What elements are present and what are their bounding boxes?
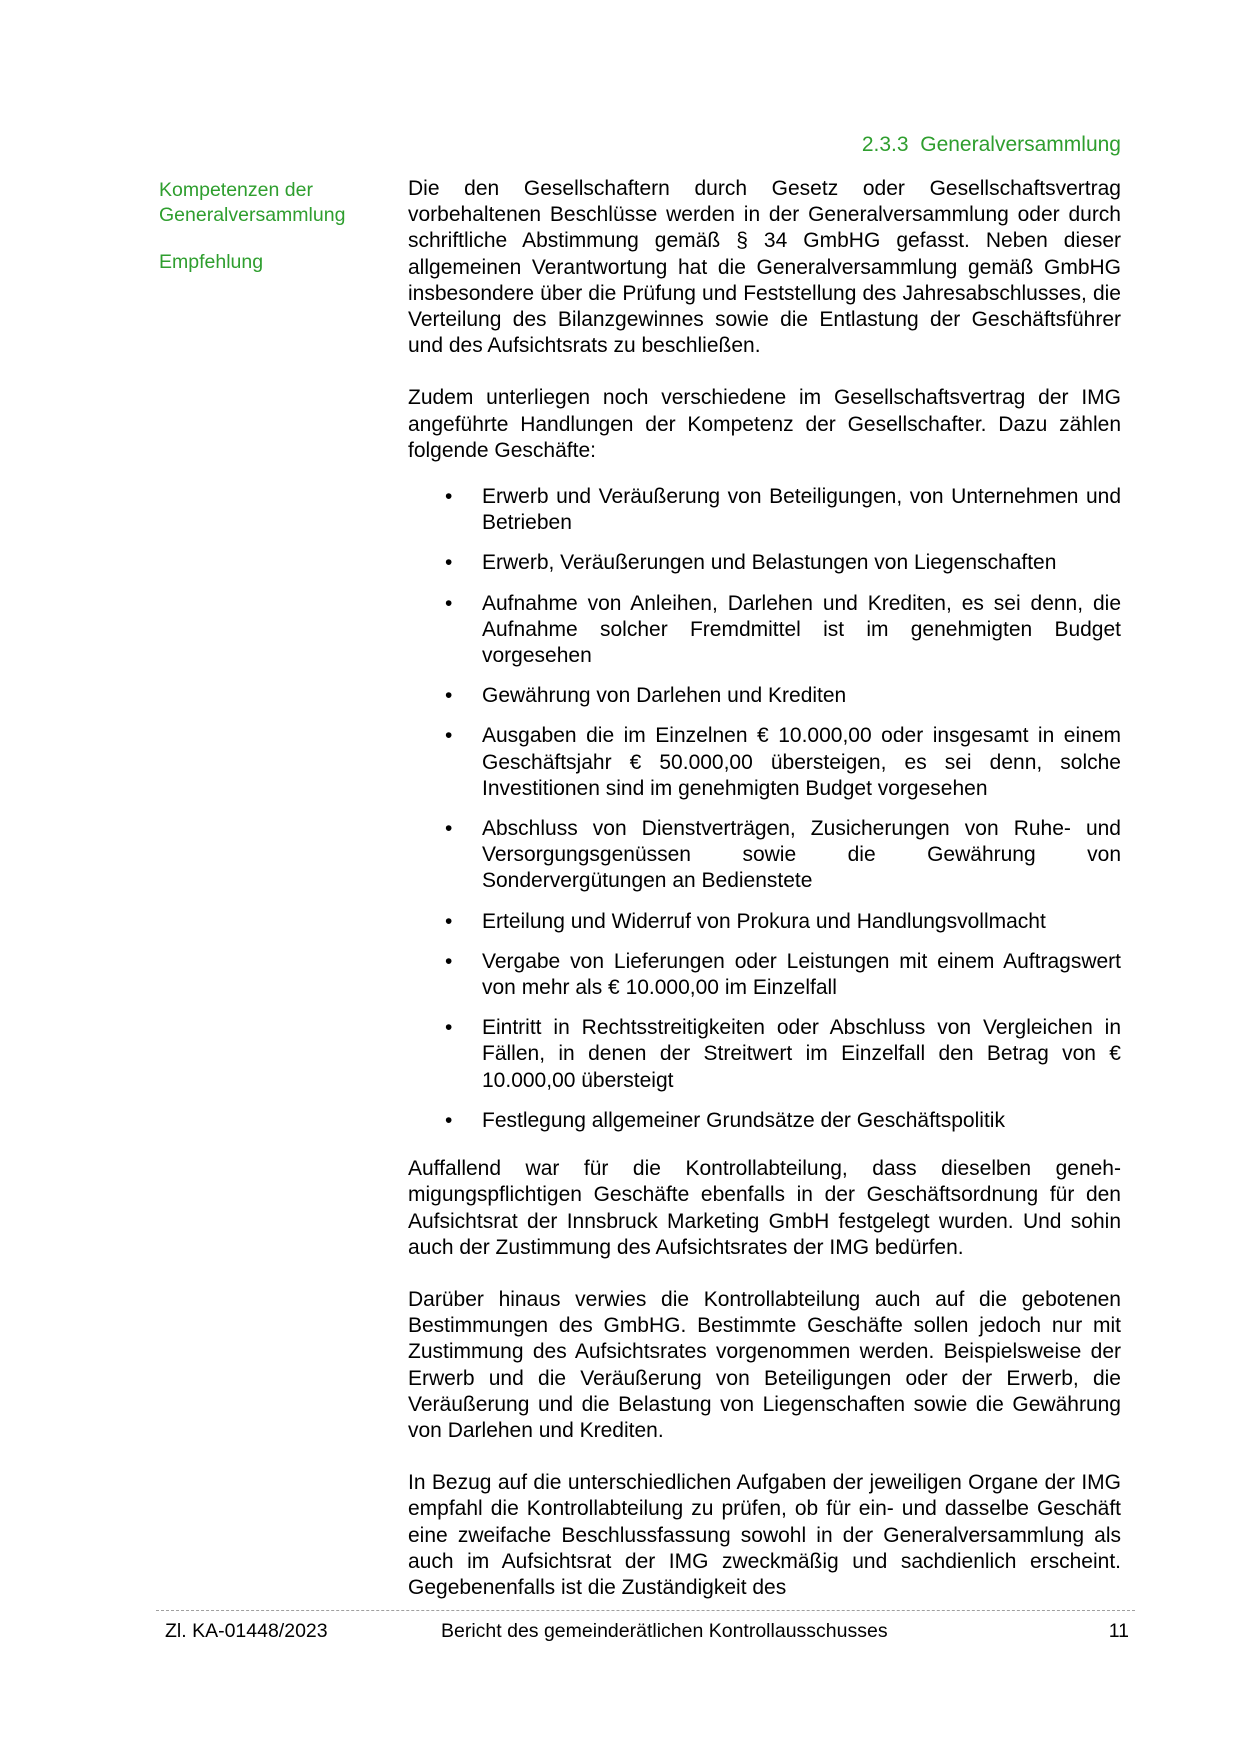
list-item-text: Erwerb, Veräußerungen und Belastungen von Liegenschaften	[482, 551, 1057, 575]
list-item-text: Erteilung und Widerruf von Prokura und Handlungsvollmacht	[482, 909, 1046, 933]
list-item	[408, 816, 1121, 895]
list-item	[408, 484, 1121, 536]
paragraph-competences: Die den Gesellschaftern durch Gesetz oder Gesellschaftsvertrag vorbehaltenen Beschlüsse werden in der Generalversammlung oder durch schriftliche Abstimmung gemäß § 34 GmbHG gefasst. Neben dieser allgemeinen Verantwortung hat die Generalversammlung gemäß GmbHG insbesondere über die Prüfung und Feststellung des Jahresabschlusses, die Verteilung des Bilanzgewinnes sowie die Entlastung der Geschäftsführer und des Aufsichtsrats zu beschließen.	[408, 177, 1121, 358]
list-item	[408, 723, 1121, 802]
section-number: 2.3.3	[861, 133, 909, 156]
bullet-icon: •	[445, 591, 453, 615]
bullet-icon: •	[445, 1016, 453, 1040]
list-item	[408, 591, 1121, 670]
section-heading	[862, 133, 1121, 157]
footer-report-title: Bericht des gemeinderätlichen Kontrollausschusses	[441, 1620, 888, 1642]
bullet-icon: •	[445, 949, 453, 973]
bullet-icon: •	[445, 684, 453, 708]
list-item-text: Aufnahme von Anleihen, Darlehen und Krediten, es sei denn, die Aufnahme solcher Fremdmittel ist im genehmigten Budget vorgesehen	[482, 591, 1121, 668]
page-number: 11	[1108, 1620, 1129, 1642]
list-item-text: Gewährung von Darlehen und Krediten	[482, 684, 847, 708]
list-item-text: Vergabe von Lieferungen oder Leistungen mit einem Auftragswert von mehr als € 10.000,00 im Einzelfall	[482, 949, 1121, 1000]
bullet-icon: •	[445, 485, 453, 509]
list-item	[408, 949, 1121, 1001]
bullet-icon: •	[445, 817, 453, 841]
footer-divider	[156, 1610, 1135, 1611]
bullet-icon: •	[445, 1108, 453, 1132]
footer-reference: Zl. KA-01448/2023	[165, 1620, 328, 1642]
section-title: Generalversammlung	[920, 133, 1121, 156]
paragraph-shareholder-transactions: Zudem unterliegen noch verschiedene im Gesellschaftsvertrag der IMG angeführte Handlungen der Kompetenz der Gesellschafter. Dazu zählen folgende Geschäfte:	[408, 386, 1121, 462]
body-text	[408, 176, 1121, 1627]
paragraph-notable-finding: Auffallend war für die Kontrollabteilung, dass dieselben genehmigungspflichtigen Geschäfte ebenfalls in der Geschäftsordnung für den Aufsichtsrat der Innsbruck Marketing GmbH festgelegt wurden. Und sohin auch der Zustimmung des Aufsichtsrates der IMG bedürfen.	[408, 1157, 1121, 1259]
transactions-list	[408, 484, 1121, 1134]
list-item	[408, 909, 1121, 935]
margin-notes	[159, 178, 379, 275]
paragraph-recommendation: In Bezug auf die unterschiedlichen Aufgaben der jeweiligen Organe der IMG empfahl die Kontrollabteilung zu prüfen, ob für ein- und dasselbe Geschäft eine zweifache Beschlussfassung sowohl in der Generalversammlung als auch im Aufsichtsrat der IMG zweckmäßig und sachdienlich erscheint. Gegebenenfalls ist die Zuständigkeit des	[408, 1471, 1121, 1599]
margin-note-kompetenzen: Kompetenzen der Generalversammlung	[159, 179, 346, 226]
list-item-text: Abschluss von Dienstverträgen, Zusicherungen von Ruhe- und Versorgungsgenüssen sowie die Gewährung von Sondervergütungen an Bedienstete	[482, 817, 1121, 893]
bullet-icon: •	[445, 909, 453, 933]
bullet-icon: •	[445, 551, 453, 575]
list-item	[408, 550, 1121, 576]
list-item-text: Erwerb und Veräußerung von Beteiligungen, von Unternehmen und Betrieben	[482, 485, 1121, 535]
list-item-text: Festlegung allgemeiner Grundsätze der Geschäftspolitik	[482, 1108, 1005, 1132]
list-item-text: Eintritt in Rechtsstreitigkeiten oder Abschluss von Vergleichen in Fällen, in denen der Streitwert im Einzelfall den Betrag von € 10.000,00 übersteigt	[482, 1016, 1121, 1092]
list-item	[408, 1108, 1121, 1134]
paragraph-gmbhg-provisions: Darüber hinaus verwies die Kontrollabteilung auch auf die gebotenen Bestimmungen des GmbHG. Bestimmte Geschäfte sollen jedoch nur mit Zustimmung des Aufsichtsrates vorgenommen werden. Beispielsweise der Erwerb und die Veräußerung von Beteiligungen oder der Erwerb, die Veräußerung und die Belastung von Liegenschaften sowie die Gewährung von Darlehen und Krediten.	[408, 1287, 1121, 1442]
bullet-icon: •	[445, 724, 453, 748]
list-item	[408, 1015, 1121, 1094]
list-item-text: Ausgaben die im Einzelnen € 10.000,00 oder insgesamt in einem Geschäftsjahr € 50.000,00 übersteigen, es sei denn, solche Investitionen sind im genehmigten Budget vorgesehen	[482, 724, 1121, 800]
margin-note-empfehlung: Empfehlung	[159, 251, 264, 273]
list-item	[408, 683, 1121, 709]
